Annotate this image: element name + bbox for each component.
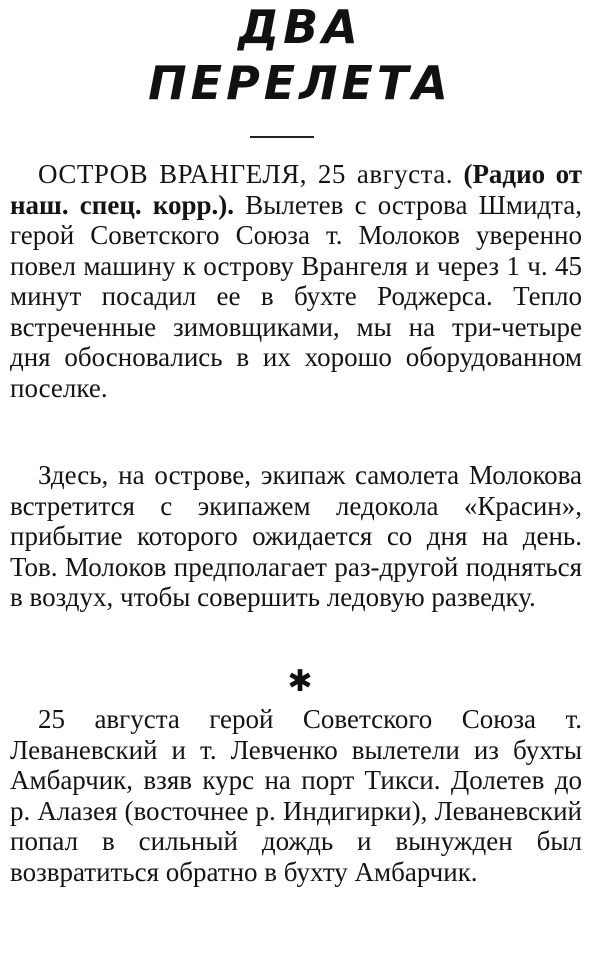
source-credit: (Радио от наш. спец. корр.). [10, 159, 582, 220]
paragraph-1-body: Вылетев с острова Шмидта, герой Советского Союза т. Молоков уверенно повел машину к острову Врангеля и через 1 ч. 45 минут посадил ее в бухте Роджерса. Тепло встреченные зимовщиками, мы на три-четыре дня обосновались в их хорошо оборудованном поселке. [10, 189, 582, 403]
headline-divider [250, 136, 314, 138]
headline-line-2: ПЕРЕЛЕТА [148, 56, 452, 110]
paragraph-krasin-icebreaker [10, 460, 582, 613]
paragraph-levanevsky-flight [10, 704, 582, 887]
paragraph-wrangel-island [10, 159, 582, 403]
dateline: ОСТРОВ ВРАНГЕЛЯ, 25 августа. [38, 159, 454, 189]
paragraph-2-body: Здесь, на острове, экипаж самолета Молокова встретится с экипажем ледокола «Красин», прибытие которого ожидается со дня на день. Тов. Молоков предполагает раз-другой подняться в воздух, чтобы совершить ледовую разведку. [10, 460, 582, 612]
star-separator-icon: ✱ [287, 664, 313, 699]
paragraph-3-body: 25 августа герой Советского Союза т. Леваневский и т. Левченко вылетели из бухты Амбарчик, взяв курс на порт Тикси. Долетев до р. Алазея (восточнее р. Индигирки), Леваневский попал в сильный дождь и вынужден был возвратиться обратно в бухту Амбарчик. [10, 704, 582, 887]
headline-line-1: ДВА [238, 0, 362, 54]
